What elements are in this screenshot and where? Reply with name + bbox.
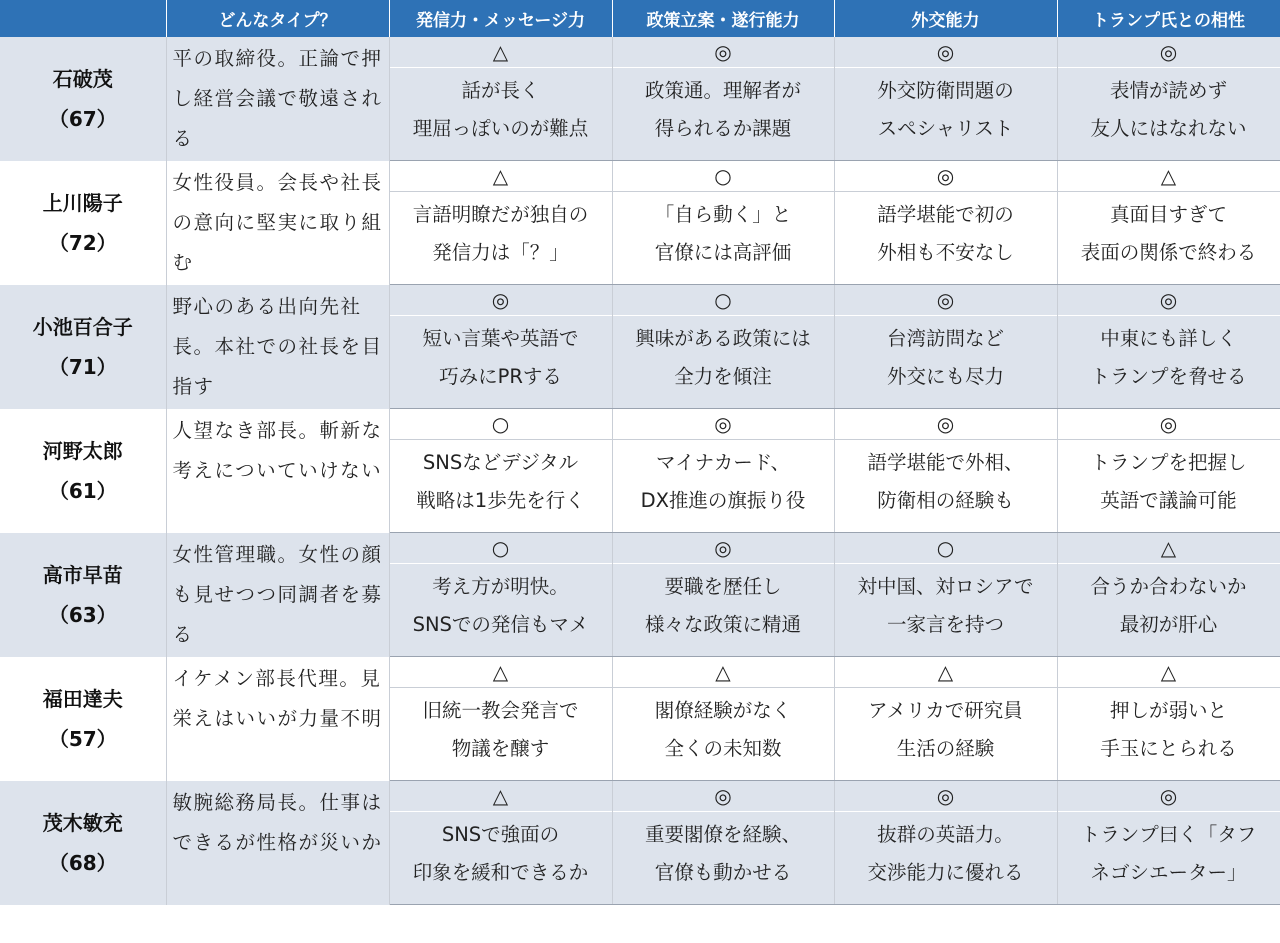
candidate-name: 石破茂 (0, 59, 166, 99)
rating-symbol: ◎ (612, 533, 834, 564)
comment-line: 全力を傾注 (613, 358, 834, 396)
rating-comment (1057, 812, 1280, 905)
rating-symbol: ○ (612, 161, 834, 192)
comment-line: 戦略は1歩先を行く (390, 482, 612, 520)
comment-line: 官僚には高評価 (613, 234, 834, 272)
rating-symbol: △ (389, 161, 612, 192)
rating-comment (1057, 564, 1280, 657)
rating-comment (1057, 688, 1280, 781)
rating-symbol: △ (612, 657, 834, 688)
comment-line: 官僚も動かせる (613, 854, 834, 892)
rating-comment (389, 688, 612, 781)
candidate-age: （57） (0, 719, 166, 759)
comment-line: 言語明瞭だが独自の (390, 196, 612, 234)
comment-line: 語学堪能で外相、 (835, 444, 1057, 482)
candidate-name: 茂木敏充 (0, 803, 166, 843)
candidate-name-cell (0, 533, 166, 657)
rating-symbol: ◎ (834, 37, 1057, 68)
comment-line: 台湾訪問など (835, 320, 1057, 358)
comment-line: 対中国、対ロシアで (835, 568, 1057, 606)
candidate-name-cell (0, 657, 166, 781)
comment-line: 様々な政策に精通 (613, 606, 834, 644)
rating-comment (389, 68, 612, 161)
comment-line: アメリカで研究員 (835, 692, 1057, 730)
candidate-name-cell (0, 285, 166, 409)
candidate-name-cell (0, 161, 166, 285)
rating-comment (389, 812, 612, 905)
candidate-age: （72） (0, 223, 166, 263)
table-row (0, 409, 1280, 440)
rating-symbol: ◎ (1057, 781, 1280, 812)
comment-line: 興味がある政策には (613, 320, 834, 358)
candidate-type: 女性役員。会長や社長の意向に堅実に取り組む (166, 161, 389, 285)
comment-line: 交渉能力に優れる (835, 854, 1057, 892)
comment-line: 友人にはなれない (1058, 110, 1280, 148)
rating-symbol: ◎ (612, 37, 834, 68)
rating-symbol: ◎ (612, 781, 834, 812)
comment-line: 表情が読めず (1058, 72, 1280, 110)
comment-line: 真面目すぎて (1058, 196, 1280, 234)
spacer-cell (0, 905, 166, 943)
header-trump-compatibility: トランプ氏との相性 (1057, 0, 1280, 37)
rating-comment (612, 688, 834, 781)
header-policy: 政策立案・遂行能力 (612, 0, 834, 37)
comment-line: SNSで強面の (390, 816, 612, 854)
rating-symbol: ◎ (1057, 285, 1280, 316)
comment-line: ネゴシエーター」 (1058, 854, 1280, 892)
table-spacer-row (0, 905, 1280, 943)
rating-comment (389, 440, 612, 533)
rating-comment (834, 812, 1057, 905)
comment-line: 外相も不安なし (835, 234, 1057, 272)
comment-line: 外交防衛問題の (835, 72, 1057, 110)
comment-line: SNSでの発信もマメ (390, 606, 612, 644)
table-row (0, 285, 1280, 316)
spacer-cell (1057, 905, 1280, 943)
rating-symbol: △ (1057, 533, 1280, 564)
header-corner (0, 0, 166, 37)
rating-symbol: ◎ (834, 161, 1057, 192)
rating-comment (1057, 68, 1280, 161)
rating-symbol: △ (389, 657, 612, 688)
comment-line: 得られるか課題 (613, 110, 834, 148)
comment-line: マイナカード、 (613, 444, 834, 482)
comment-line: 中東にも詳しく (1058, 320, 1280, 358)
rating-symbol: △ (389, 781, 612, 812)
candidate-age: （61） (0, 471, 166, 511)
comment-line: 押しが弱いと (1058, 692, 1280, 730)
comment-line: 物議を醸す (390, 730, 612, 768)
comment-line: 要職を歴任し (613, 568, 834, 606)
rating-comment (834, 316, 1057, 409)
rating-symbol: ◎ (1057, 37, 1280, 68)
candidate-age: （71） (0, 347, 166, 387)
candidate-type: 野心のある出向先社長。本社での社長を目指す (166, 285, 389, 409)
comment-line: 最初が肝心 (1058, 606, 1280, 644)
rating-symbol: ◎ (834, 409, 1057, 440)
rating-comment (1057, 440, 1280, 533)
rating-symbol: △ (1057, 657, 1280, 688)
comment-line: 印象を緩和できるか (390, 854, 612, 892)
comment-line: 抜群の英語力。 (835, 816, 1057, 854)
candidate-type: 敏腕総務局長。仕事はできるが性格が災いか (166, 781, 389, 905)
comment-line: SNSなどデジタル (390, 444, 612, 482)
header-row (0, 0, 1280, 37)
rating-comment (612, 440, 834, 533)
table-row (0, 533, 1280, 564)
rating-comment (612, 564, 834, 657)
candidate-type: イケメン部長代理。見栄えはいいが力量不明 (166, 657, 389, 781)
candidate-name: 小池百合子 (0, 307, 166, 347)
rating-symbol: △ (1057, 161, 1280, 192)
rating-comment (389, 192, 612, 285)
comment-line: トランプを脅せる (1058, 358, 1280, 396)
comment-line: 旧統一教会発言で (390, 692, 612, 730)
rating-comment (834, 688, 1057, 781)
rating-comment (1057, 316, 1280, 409)
candidate-age: （63） (0, 595, 166, 635)
rating-symbol: △ (389, 37, 612, 68)
rating-symbol: ◎ (834, 781, 1057, 812)
comment-line: 語学堪能で初の (835, 196, 1057, 234)
comment-line: 生活の経験 (835, 730, 1057, 768)
rating-symbol: △ (834, 657, 1057, 688)
table-row (0, 161, 1280, 192)
table-row (0, 657, 1280, 688)
comment-line: 理屈っぽいのが難点 (390, 110, 612, 148)
candidate-type: 女性管理職。女性の顔も見せつつ同調者を募る (166, 533, 389, 657)
comment-line: トランプを把握し (1058, 444, 1280, 482)
candidate-type: 人望なき部長。斬新な考えについていけない (166, 409, 389, 533)
comment-line: トランプ曰く「タフ (1058, 816, 1280, 854)
comment-line: 閣僚経験がなく (613, 692, 834, 730)
comment-line: 発信力は「？」 (390, 234, 612, 272)
rating-comment (1057, 192, 1280, 285)
candidate-name-cell (0, 781, 166, 905)
comment-line: スペシャリスト (835, 110, 1057, 148)
spacer-cell (166, 905, 389, 943)
candidate-name: 福田達夫 (0, 679, 166, 719)
comment-line: 手玉にとられる (1058, 730, 1280, 768)
rating-symbol: ◎ (1057, 409, 1280, 440)
comment-line: 英語で議論可能 (1058, 482, 1280, 520)
comment-line: 合うか合わないか (1058, 568, 1280, 606)
comment-line: 政策通。理解者が (613, 72, 834, 110)
comment-line: 防衛相の経験も (835, 482, 1057, 520)
rating-symbol: ◎ (612, 409, 834, 440)
table-row (0, 37, 1280, 68)
table-body (0, 37, 1280, 943)
candidate-name: 上川陽子 (0, 183, 166, 223)
rating-symbol: ○ (389, 533, 612, 564)
rating-comment (834, 564, 1057, 657)
comment-line: 考え方が明快。 (390, 568, 612, 606)
candidate-type: 平の取締役。正論で押し経営会議で敬遠される (166, 37, 389, 161)
spacer-cell (389, 905, 612, 943)
rating-comment (834, 68, 1057, 161)
rating-comment (834, 192, 1057, 285)
comment-line: 表面の関係で終わる (1058, 234, 1280, 272)
rating-comment (389, 564, 612, 657)
rating-symbol: ○ (834, 533, 1057, 564)
rating-comment (834, 440, 1057, 533)
comment-line: 話が長く (390, 72, 612, 110)
comment-line: 一家言を持つ (835, 606, 1057, 644)
header-communication: 発信力・メッセージ力 (389, 0, 612, 37)
rating-symbol: ◎ (834, 285, 1057, 316)
rating-comment (612, 316, 834, 409)
spacer-cell (834, 905, 1057, 943)
rating-comment (389, 316, 612, 409)
candidate-age: （68） (0, 843, 166, 883)
rating-symbol: ◎ (389, 285, 612, 316)
table-row (0, 781, 1280, 812)
comment-line: 外交にも尽力 (835, 358, 1057, 396)
comment-line: 重要閣僚を経験、 (613, 816, 834, 854)
rating-comment (612, 192, 834, 285)
spacer-cell (612, 905, 834, 943)
comment-line: DX推進の旗振り役 (613, 482, 834, 520)
header-type: どんなタイプ？ (166, 0, 389, 37)
candidate-name: 高市早苗 (0, 555, 166, 595)
header-diplomacy: 外交能力 (834, 0, 1057, 37)
candidate-name: 河野太郎 (0, 431, 166, 471)
comment-line: 短い言葉や英語で (390, 320, 612, 358)
rating-comment (612, 812, 834, 905)
candidate-name-cell (0, 409, 166, 533)
candidate-age: （67） (0, 99, 166, 139)
rating-symbol: ○ (612, 285, 834, 316)
rating-symbol: ○ (389, 409, 612, 440)
comment-line: 巧みにPRする (390, 358, 612, 396)
comment-line: 全くの未知数 (613, 730, 834, 768)
rating-comment (612, 68, 834, 161)
comment-line: 「自ら動く」と (613, 196, 834, 234)
candidate-name-cell (0, 37, 166, 161)
